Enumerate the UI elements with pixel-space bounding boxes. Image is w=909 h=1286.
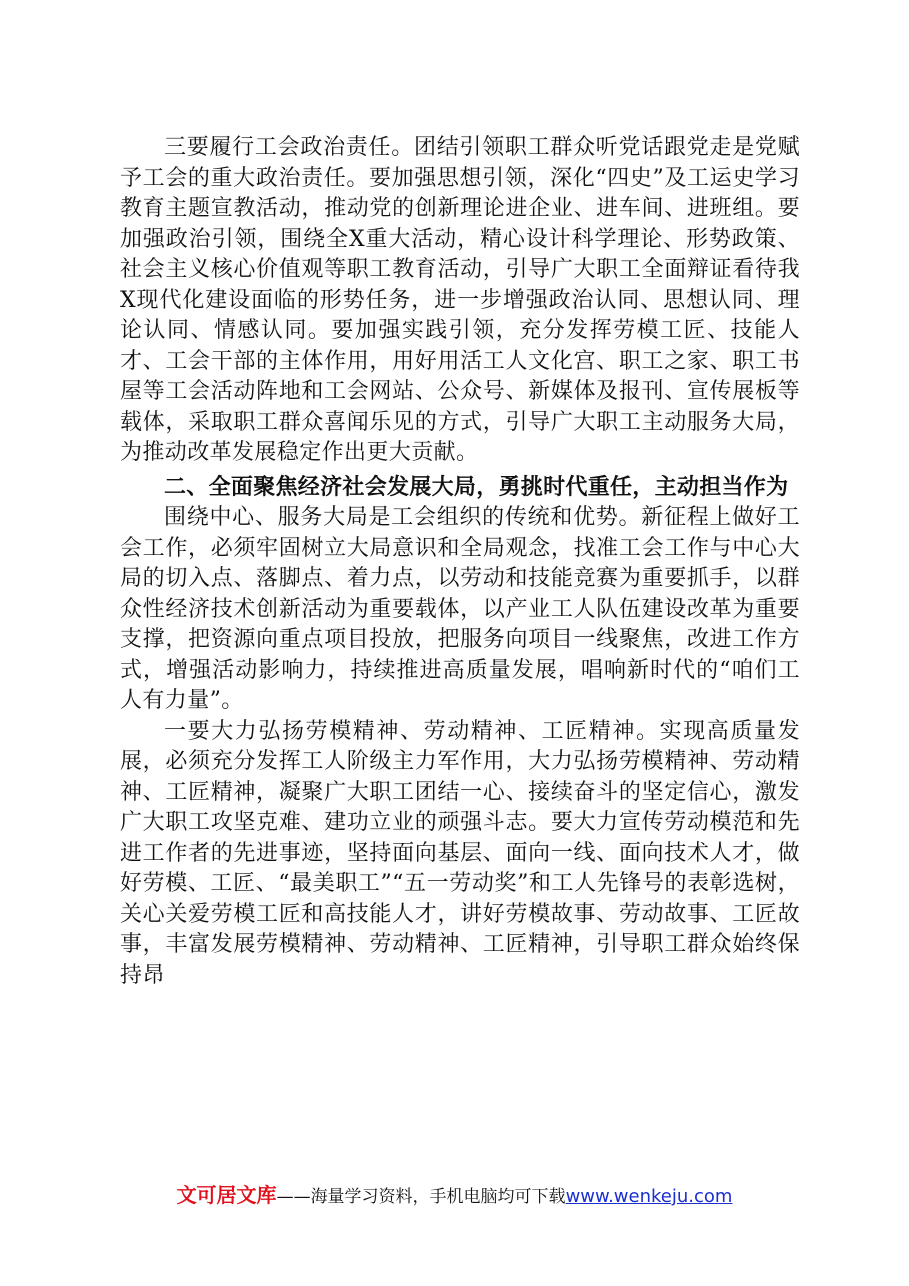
section-heading-two: 二、全面聚焦经济社会发展大局，勇挑时代重任，主动担当作为 [164, 474, 789, 500]
document-body [120, 133, 800, 991]
paragraph-political-responsibility: 三要履行工会政治责任。团结引领职工群众听党话跟党走是党赋予工会的重大政治责任。要加强思想引领，深化“四史”及工运史学习教育主题宣教活动，推动党的创新理论进企业、进车间、进班组。要加强政治引领，围绕全X重大活动，精心设计科学理论、形势政策、社会主义核心价值观等职工教育活动，引导广大职工全面辩证看待我X现代化建设面临的形势任务，进一步增强政治认同、思想认同、理论认同、情感认同。要加强实践引领，充分发挥劳模工匠、技能人才、工会干部的主体作用，用好用活工人文化宫、职工之家、职工书屋等工会活动阵地和工会网站、公众号、新媒体及报刊、宣传展板等载体，采取职工群众喜闻乐见的方式，引导广大职工主动服务大局，为推动改革发展稳定作出更大贡献。 [120, 135, 800, 465]
paragraph-serve-overall-situation: 围绕中心、服务大局是工会组织的传统和优势。新征程上做好工会工作，必须牢固树立大局意识和全局观念，找准工会工作与中心大局的切入点、落脚点、着力点，以劳动和技能竞赛为重要抓手，以群众性经济技术创新活动为重要载体，以产业工人队伍建设改革为重要支撑，把资源向重点项目投放，把服务向项目一线聚焦，改进工作方式，增强活动影响力，持续推进高质量发展，唱响新时代的“咱们工人有力量”。 [120, 505, 800, 713]
footer-slogan: ——海量学习资料，手机电脑均可下载 [276, 1187, 566, 1207]
footer-brand: 文可居文库 [176, 1183, 277, 1207]
footer-banner [0, 1182, 909, 1210]
paragraph-model-worker-spirit: 一要大力弘扬劳模精神、劳动精神、工匠精神。实现高质量发展，必须充分发挥工人阶级主力军作用，大力弘扬劳模精神、劳动精神、工匠精神，凝聚广大职工团结一心、接续奋斗的坚定信心，激发广大职工攻坚克难、建功立业的顽强斗志。要大力宣传劳动模范和先进工作者的先进事迹，坚持面向基层、面向一线、面向技术人才，做好劳模、工匠、“最美职工”“五一劳动奖”和工人先锋号的表彰选树，关心关爱劳模工匠和高技能人才，讲好劳模故事、劳动故事、工匠故事，丰富发展劳模精神、劳动精神、工匠精神，引导职工群众始终保持昂 [120, 718, 800, 988]
footer-link[interactable]: www.wenkeju.com [565, 1186, 733, 1207]
